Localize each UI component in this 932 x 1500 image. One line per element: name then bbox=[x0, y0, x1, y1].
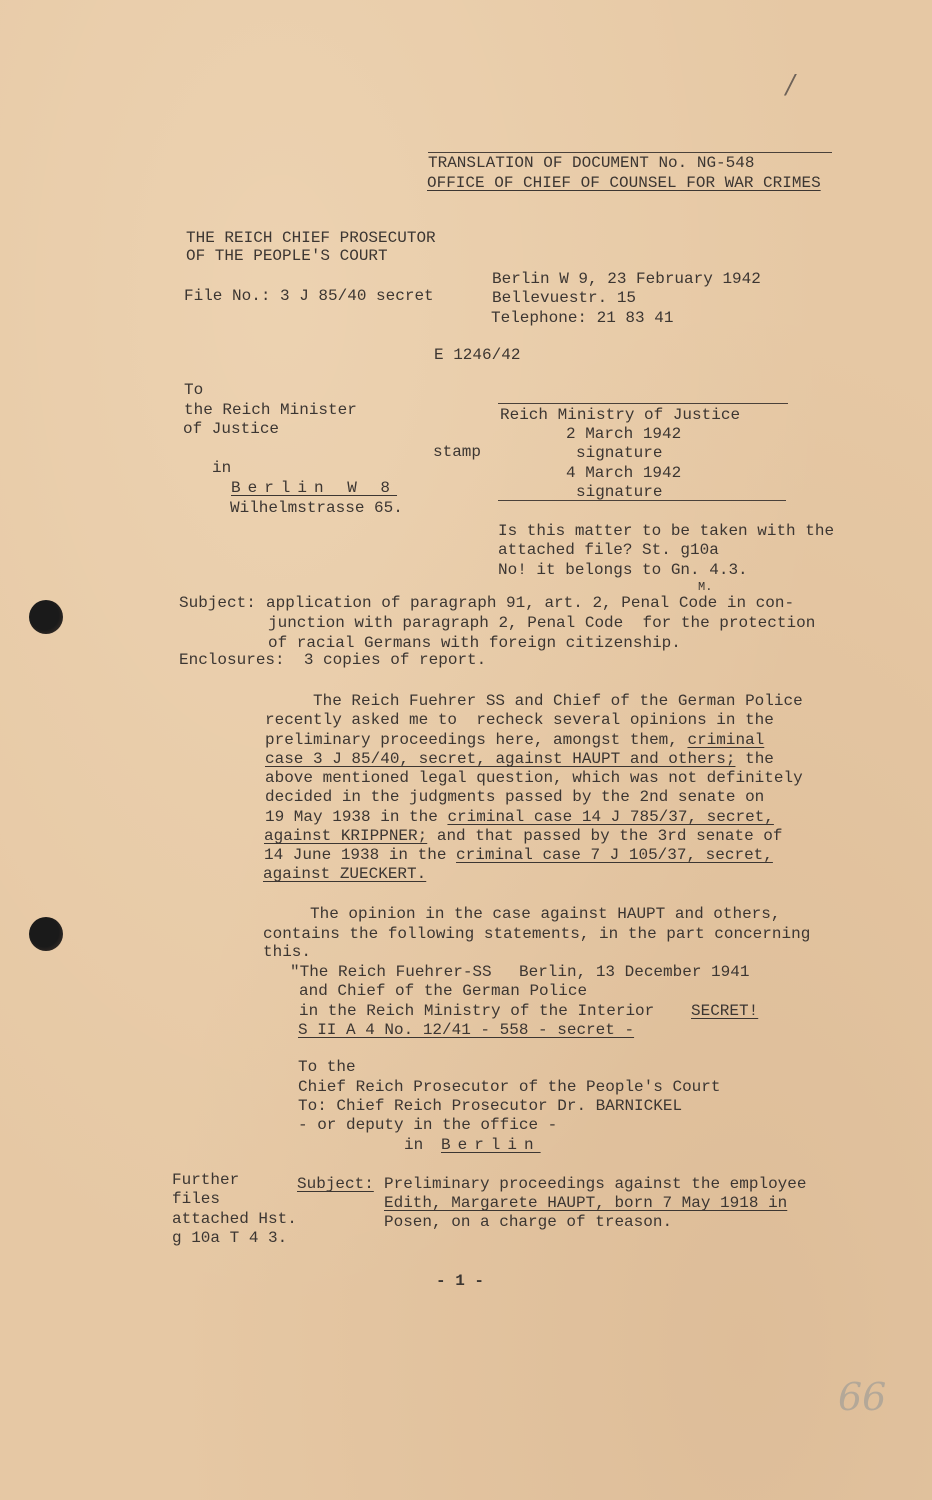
note-initials: M. bbox=[698, 580, 713, 594]
para1-line-10: against ZUECKERT. bbox=[263, 865, 427, 883]
quote-subject-label: Subject: bbox=[297, 1175, 374, 1193]
quote-to-5-in: in bbox=[404, 1136, 424, 1154]
para2-line-1: The opinion in the case against HAUPT and others, bbox=[310, 905, 781, 923]
subject-line-3: of racial Germans with foreign citizenship. bbox=[268, 634, 681, 652]
para2-line-3: this. bbox=[263, 943, 312, 961]
subject-line-2: junction with paragraph 2, Penal Code for the protection bbox=[268, 614, 816, 632]
subject-line-1: application of paragraph 91, art. 2, Penal Code in con- bbox=[266, 594, 795, 612]
recipient-to: To bbox=[184, 381, 204, 399]
para1-text: and that passed by the 3rd senate of bbox=[427, 827, 783, 845]
para1-text: 14 June 1938 in the bbox=[264, 846, 457, 864]
further-line-3: attached Hst. bbox=[172, 1210, 297, 1228]
recipient-street: Wilhelmstrasse 65. bbox=[230, 499, 403, 517]
punch-hole-bottom bbox=[29, 917, 63, 951]
further-line-1: Further bbox=[172, 1171, 240, 1189]
stamp-rule-top bbox=[498, 403, 788, 404]
address-line-2: Bellevuestr. 15 bbox=[492, 289, 637, 307]
quote-to-4: - or deputy in the office - bbox=[298, 1116, 558, 1134]
quote-subject-line-2 bbox=[384, 1194, 787, 1214]
handwritten-mark: / bbox=[786, 70, 795, 100]
quote-reference: S II A 4 No. 12/41 - 558 - secret - bbox=[298, 1021, 635, 1039]
recipient-line-2: of Justice bbox=[183, 420, 280, 438]
para1-text: the bbox=[735, 750, 774, 768]
header-rule bbox=[428, 152, 832, 153]
file-number: File No.: 3 J 85/40 secret bbox=[184, 287, 434, 305]
subject-label: Subject: bbox=[179, 594, 256, 612]
recipient-line-1: the Reich Minister bbox=[184, 401, 357, 419]
address-line-3: Telephone: 21 83 41 bbox=[491, 309, 674, 327]
stamp-line-5: signature bbox=[576, 483, 663, 501]
para1-underlined: case 3 J 85/40, secret, against HAUPT and others; bbox=[265, 750, 736, 768]
translation-header: TRANSLATION OF DOCUMENT No. NG-548 bbox=[428, 154, 755, 172]
recipient-city: Berlin W 8 bbox=[231, 479, 398, 497]
punch-hole-top bbox=[29, 600, 63, 634]
stamp-line-2: 2 March 1942 bbox=[566, 425, 682, 443]
office-header: OFFICE OF CHIEF OF COUNSEL FOR WAR CRIMES bbox=[427, 174, 821, 192]
para1-line-2: recently asked me to recheck several opinions in the bbox=[265, 711, 774, 729]
para1-line-3 bbox=[265, 731, 764, 751]
para1-underlined: criminal case 14 J 785/37, secret, bbox=[447, 808, 774, 826]
para2-line-2: contains the following statements, in the part concerning bbox=[263, 925, 811, 943]
address-line-1: Berlin W 9, 23 February 1942 bbox=[492, 270, 761, 288]
further-line-4: g 10a T 4 3. bbox=[172, 1229, 288, 1247]
para1-underlined: against KRIPPNER; bbox=[264, 827, 428, 845]
quote-to-5-city: Berlin bbox=[441, 1136, 541, 1154]
quote-line-1-right: Berlin, 13 December 1941 bbox=[519, 963, 750, 981]
para1-underlined: criminal case 7 J 105/37, secret, bbox=[456, 846, 773, 864]
para1-line-7 bbox=[265, 808, 774, 828]
para1-line-5: above mentioned legal question, which was not definitely bbox=[265, 769, 803, 787]
para1-text: 19 May 1938 in the bbox=[265, 808, 448, 826]
stamp-label: stamp bbox=[433, 443, 482, 461]
enclosures: Enclosures: 3 copies of report. bbox=[179, 651, 487, 669]
note-line-2: attached file? St. g10a bbox=[498, 541, 719, 559]
para1-text: preliminary proceedings here, amongst them, bbox=[265, 731, 688, 749]
quote-secret: SECRET! bbox=[691, 1002, 759, 1020]
recipient-in: in bbox=[212, 459, 232, 477]
quote-to-1: To the bbox=[298, 1058, 356, 1076]
reference-number: E 1246/42 bbox=[434, 346, 521, 364]
quote-line-3-left: in the Reich Ministry of the Interior bbox=[299, 1002, 655, 1020]
para1-underlined: criminal bbox=[687, 731, 765, 749]
quote-to-3: To: Chief Reich Prosecutor Dr. BARNICKEL bbox=[298, 1097, 683, 1115]
para1-line-6: decided in the judgments passed by the 2nd senate on bbox=[265, 788, 765, 806]
para1-line-4 bbox=[265, 750, 774, 770]
page-number: - 1 - bbox=[436, 1272, 485, 1290]
para1-line-1: The Reich Fuehrer SS and Chief of the German Police bbox=[313, 692, 803, 710]
stamp-line-3: signature bbox=[576, 444, 663, 462]
stamp-rule-bottom bbox=[498, 500, 786, 501]
stamp-line-4: 4 March 1942 bbox=[566, 464, 682, 482]
quote-to-2: Chief Reich Prosecutor of the People's Court bbox=[298, 1078, 721, 1096]
para1-line-8 bbox=[264, 827, 783, 847]
quote-subject-name: Edith, Margarete HAUPT, born 7 May 1918 in bbox=[384, 1194, 788, 1212]
further-line-2: files bbox=[172, 1190, 221, 1208]
stamp-line-1: Reich Ministry of Justice bbox=[500, 406, 741, 424]
sender-line-2: OF THE PEOPLE'S COURT bbox=[186, 247, 388, 265]
sender-line-1: THE REICH CHIEF PROSECUTOR bbox=[186, 229, 436, 247]
quote-line-2: and Chief of the German Police bbox=[299, 982, 588, 1000]
para1-line-9 bbox=[264, 846, 773, 866]
quote-subject-line-1: Preliminary proceedings against the employee bbox=[384, 1175, 807, 1193]
note-line-3: No! it belongs to Gn. 4.3. bbox=[498, 561, 748, 579]
handwritten-page-mark: 66 bbox=[838, 1375, 887, 1419]
quote-subject-line-3: Posen, on a charge of treason. bbox=[384, 1213, 673, 1231]
note-line-1: Is this matter to be taken with the bbox=[498, 522, 835, 540]
quote-line-1-left: "The Reich Fuehrer-SS bbox=[290, 963, 492, 981]
